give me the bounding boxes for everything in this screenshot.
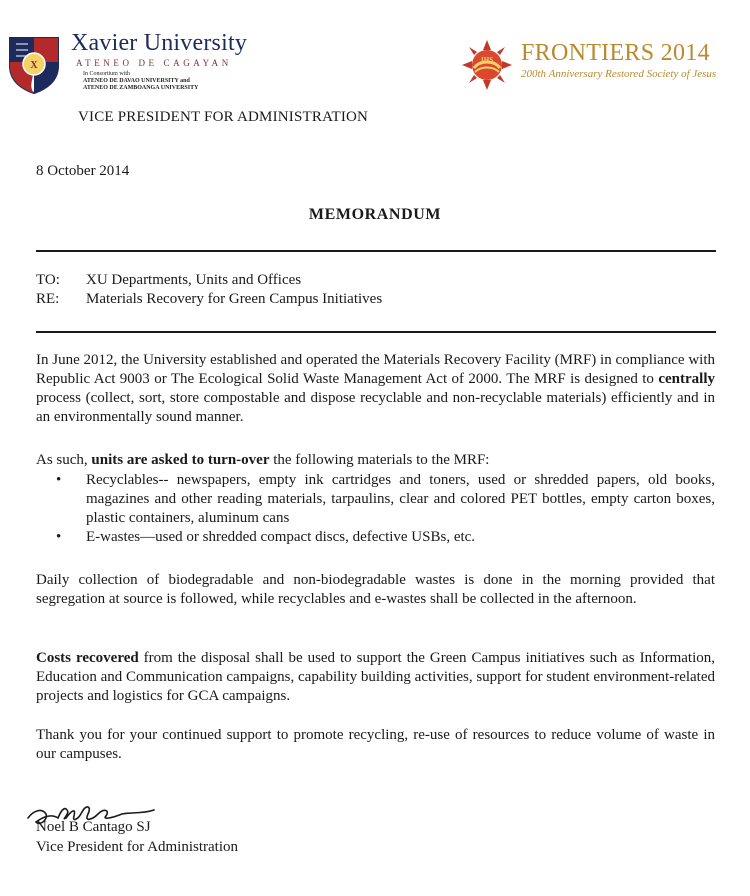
paragraph-daily-collection: Daily collection of biodegradable and non-biodegradable wastes is done in the morning provided that segregation at source is followed, while recyclables and e-wastes shall be collected in the afternoon.: [36, 572, 715, 607]
svg-text:X: X: [30, 60, 38, 71]
divider: [36, 331, 716, 333]
frontiers-title: FRONTIERS 2014: [521, 40, 710, 66]
paragraph-turnover: As such, units are asked to turn-over the following materials to the MRF:: [36, 452, 490, 468]
signer-name: Noel B Cantago SJ: [36, 819, 151, 835]
frontiers-2014-logo: [462, 40, 512, 90]
re-label: RE:: [36, 291, 60, 307]
paragraph-thank-you: Thank you for your continued support to promote recycling, re-use of resources to reduce volume of waste in our campuses.: [36, 727, 715, 762]
bullet-icon: •: [56, 472, 62, 488]
memo-date: 8 October 2014: [36, 163, 130, 179]
divider: [36, 250, 716, 252]
list-item: • E-wastes—used or shredded compact discs, defective USBs, etc.: [56, 529, 476, 545]
consortium-line: ATENEO DE DAVAO UNIVERSITY and: [83, 78, 190, 84]
svg-text:IHS: IHS: [480, 56, 494, 64]
bullet-icon: •: [56, 529, 62, 545]
to-value: XU Departments, Units and Offices: [86, 272, 302, 288]
memo-title: MEMORANDUM: [308, 206, 442, 223]
consortium-line: ATENEO DE ZAMBOANGA UNIVERSITY: [83, 85, 199, 91]
university-subtitle: ATENEO DE CAGAYAN: [76, 58, 232, 68]
frontiers-subtitle: 200th Anniversary Restored Society of Jesus: [521, 68, 717, 80]
re-value: Materials Recovery for Green Campus Initiatives: [86, 291, 383, 307]
materials-list: [56, 471, 715, 547]
to-label: TO:: [36, 272, 60, 288]
university-name: Xavier University: [71, 30, 248, 56]
consortium-line: In Consortium with: [83, 71, 131, 77]
list-item: • Recyclables-- newspapers, empty ink cartridges and toners, used or shredded papers, old books, magazines and other reading materials, tarpaulins, clear and colored PET bottles, empty carton boxes, plastic containers, aluminum cans: [56, 472, 715, 526]
office-heading: VICE PRESIDENT FOR ADMINISTRATION: [78, 109, 369, 125]
paragraph-mrf-intro: In June 2012, the University established and operated the Materials Recovery Facility (MRF) in compliance with Republic Act 9003 or The Ecological Solid Waste Management Act of 2000. The MRF is designed to centrally process (collect, sort, store compostable and dispose recyclable and non-recyclable materials) efficiently and in an environmentally sound manner.: [36, 352, 715, 425]
xavier-university-shield-logo: [8, 36, 60, 94]
signer-title: Vice President for Administration: [36, 839, 238, 855]
paragraph-costs-recovered: Costs recovered from the disposal shall be used to support the Green Campus initiatives such as Information, Education and Communication campaigns, capability building activities, support for student environment-related projects and logistics for GCA campaigns.: [36, 650, 715, 704]
